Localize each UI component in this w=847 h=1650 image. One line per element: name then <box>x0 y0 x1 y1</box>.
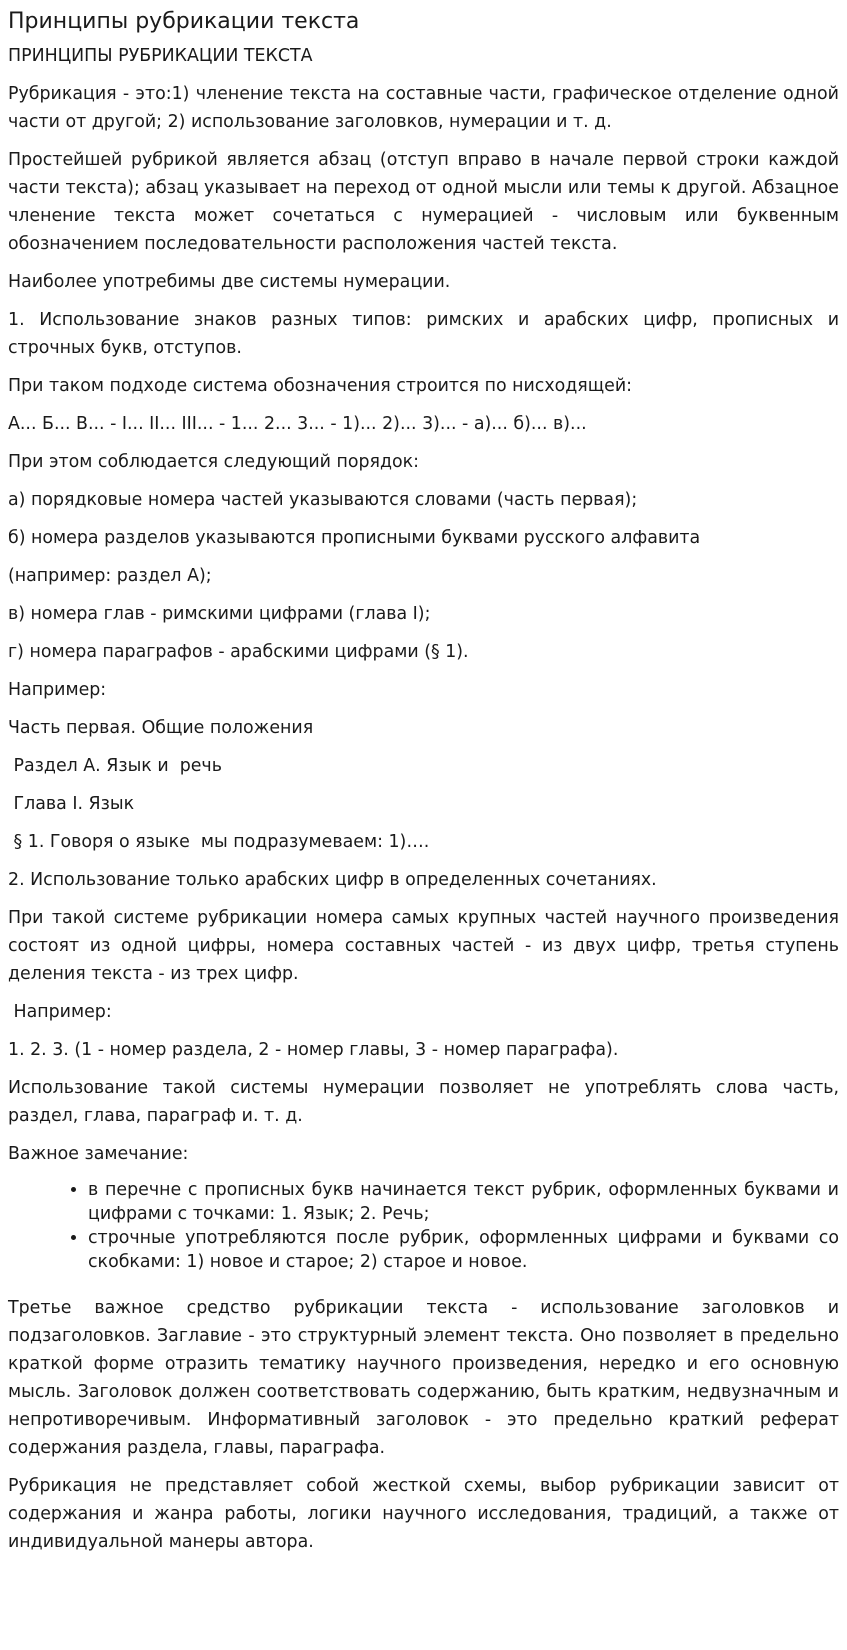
paragraph-order-v: в) номера глав - римскими цифрами (глава I); <box>8 604 431 624</box>
notes-list <box>8 1178 839 1274</box>
paragraph-system-two-desc: При такой системе рубрикации номера самых крупных частей научного произведения состоят из одной цифры, номера составных частей - из двух цифр, третья ступень деления текста - из трех цифр. <box>8 908 839 984</box>
paragraph-abzac: Простейшей рубрикой является абзац (отступ вправо в начале первой строки каждой части текста); абзац указывает на переход от одной мысли или темы к другой. Абзацное членение текста может сочетаться с нумерацией - числовым или буквенным обозначением последовательности расположения частей текста. <box>8 150 839 254</box>
paragraph-example-label: Например: <box>8 680 107 700</box>
paragraph-example-part: Часть первая. Общие положения <box>8 718 314 738</box>
paragraph-sequence: А... Б... В... - I... II... III... - 1... 2... 3... - 1)... 2)... 3)... - а)... б)... в)... <box>8 414 587 434</box>
paragraph-system-one: 1. Использование знаков разных типов: римских и арабских цифр, прописных и строчных букв, отступов. <box>8 310 839 358</box>
paragraph-definition: Рубрикация - это:1) членение текста на составные части, графическое отделение одной части от другой; 2) использование заголовков, нумерации и т. д. <box>8 84 839 132</box>
paragraph-order-b: б) номера разделов указываются прописными буквами русского алфавита <box>8 528 701 548</box>
paragraph-example-section: Раздел А. Язык и речь <box>8 756 222 776</box>
paragraph-order-g: г) номера параграфов - арабскими цифрами (§ 1). <box>8 642 469 662</box>
paragraph-order-a: а) порядковые номера частей указываются словами (часть первая); <box>8 490 638 510</box>
paragraph-example-label-2: Например: <box>8 1002 112 1022</box>
paragraph-system-two: 2. Использование только арабских цифр в определенных сочетаниях. <box>8 870 657 890</box>
paragraph-order-intro: При этом соблюдается следующий порядок: <box>8 452 420 472</box>
list-item: • в перечне с прописных букв начинается текст рубрик, оформленных буквами и цифрами с точками: 1. Язык; 2. Речь; <box>88 1178 839 1226</box>
paragraph-system-benefit: Использование такой системы нумерации позволяет не употреблять слова часть, раздел, глава, параграф и. т. д. <box>8 1078 839 1126</box>
page-title: Принципы рубрикации текста <box>8 9 360 34</box>
paragraph-headings: Третье важное средство рубрикации текста - использование заголовков и подзаголовков. Заглавие - это структурный элемент текста. Оно позволяет в предельно краткой форме отразить тематику научного произведения, нередко и его основную мысль. Заголовок должен соответствовать содержанию, быть кратким, недвузначным и непротиворечивым. Информативный заголовок - это предельно краткий реферат содержания раздела, главы, параграфа. <box>8 1298 839 1458</box>
section-heading: ПРИНЦИПЫ РУБРИКАЦИИ ТЕКСТА <box>8 46 313 66</box>
paragraph-example-paragraph: § 1. Говоря о языке мы подразумеваем: 1)…. <box>8 832 430 852</box>
paragraph-conclusion: Рубрикация не представляет собой жесткой схемы, выбор рубрикации зависит от содержания и жанра работы, логики научного исследования, традиций, а также от индивидуальной манеры автора. <box>8 1476 839 1552</box>
paragraph-example-numbers: 1. 2. 3. (1 - номер раздела, 2 - номер главы, 3 - номер параграфа). <box>8 1040 619 1060</box>
paragraph-order-b-example: (например: раздел А); <box>8 566 212 586</box>
paragraph-important-note: Важное замечание: <box>8 1144 189 1164</box>
paragraph-example-chapter: Глава I. Язык <box>8 794 135 814</box>
paragraph-two-systems: Наиболее употребимы две системы нумерации. <box>8 272 451 292</box>
list-item: • строчные употребляются после рубрик, оформленных цифрами и буквами со скобками: 1) новое и старое; 2) старое и новое. <box>88 1226 839 1274</box>
paragraph-descending: При таком подходе система обозначения строится по нисходящей: <box>8 376 632 396</box>
